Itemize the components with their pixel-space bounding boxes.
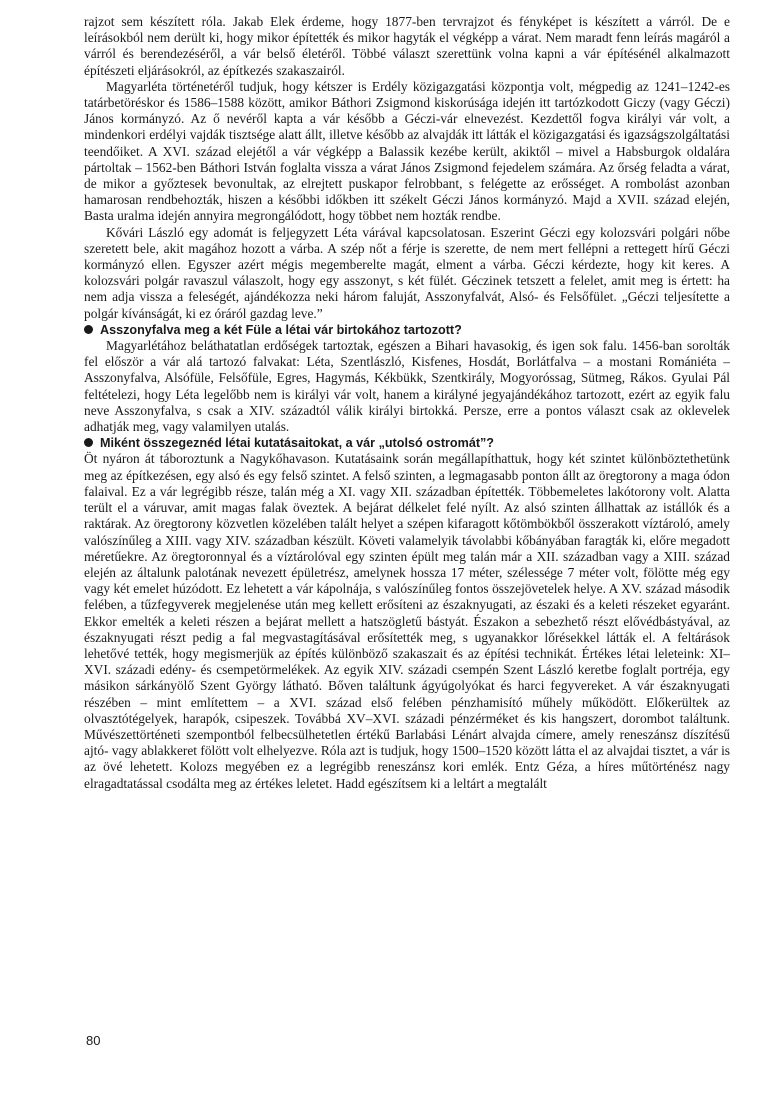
- interview-question: [84, 322, 730, 338]
- paragraph: rajzot sem készített róla. Jakab Elek érdeme, hogy 1877-ben tervrajzot és fényképet is készített a várról. De e leírásokból nem derült ki, hogy mikor építették és mikor hagyták el végképp a várat. Nem maradt fenn leírás magáról a várról és berendezéséről, a vár belső életéről. Többé választ szerettünk volna kapni a vár építésénél alkalmazott építészeti eljárásokról, az építkezés szakaszairól.: [84, 14, 730, 78]
- interview-question: [84, 435, 730, 451]
- paragraph: Öt nyáron át táboroztunk a Nagykőhavason. Kutatásaink során megállapíthattuk, hogy két szintet különböztethetünk meg az építkezésen, egy alsó és egy felső szintet. A felső szinten, a legmagasabb ponton állt az öregtorony a maga ódon falaival. Ez a vár legrégibb része, talán még a XI. vagy XII. században építették. Többemeletes lakótorony volt. Alatta terült el a váruvar, amit magas falak öveztek. A bejárat délkelet felé nyílt. Az alsó szinten állhattak az istállók és a raktárak. Az öregtorony közvetlen közelében talált helyet a szépen kifaragott kőtömbökből összerakott víztároló, amely valószínűleg a XIII. vagy XIV. században készült. Követi valamelyik távolabbi kőbányában faragták ki, előre megadott méretűekre. Az öregtoronnyal és a víztárolóval egy szinten épült meg talán már a XII. században vagy a XIII. század elején az általunk palotának nevezett épületrész, amelynek hossza 17 méter, szélessége 7 méter volt, fölötte még egy vagy két emelet húzódott. Ez lehetett a vár kápolnája, s valószínűleg fontos összejövetelek helye. A XV. század második felében, a tűzfegyverek megjelenése után meg kellett erősíteni az északnyugati, az északi és a keleti részeket egyaránt. Ekkor emelték a keleti részen a bejárat mellett a hatszögletű bástyát. Északon a sebezhető részt elővédbástyával, az északnyugati részt pedig a fal megvastagításával erősítették meg, s ugyanakkor lőrésekkel látták el. A feltárások lehetővé tették, hogy megismerjük az építés különböző szakaszait és az építési technikát. Értékes létai leleteink: XI–XVI. századi edény- és csempetörmelékek. Az egyik XIV. századi csempén Szent László keretbe foglalt portréja, egy másikon sárkányölő Szent György látható. Bőven találtunk ágyúgolyókat és harci fegyvereket. A vár északnyugati részében – mint említettem – a XVI. század első felében pénzhamisító műhely működött. Előkerültek az olvasztótégelyek, harapók, csipeszek. Továbbá XV–XVI. századi pénzérméket és kis hangszert, dorombot találtunk. Művészettörténeti szempontból felbecsülhetetlen értékű Barlabási Lénárt alvajda címere, amely reneszánsz díszítésű ajtó- vagy ablakkeret fölött volt elhelyezve. Róla azt is tudjuk, hogy 1500–1520 között látta el az alvajdai tisztet, a vár is az övé lehetett. Kolozs megyében ez a legrégibb reneszánsz kori emlék. Entz Géza, a híres műtörténész nagy elragadtatással csodálta meg az értékes leletet. Hadd egészítsem ki a leltárt a megtalált: [84, 451, 730, 791]
- text-column: [84, 14, 730, 792]
- question-text: Asszonyfalva meg a két Füle a létai vár birtokához tartozott?: [100, 322, 462, 337]
- question-text: Miként összegeznéd létai kutatásaitokat, a vár „utolsó ostromát”?: [100, 436, 495, 451]
- paragraph: Kővári László egy adomát is feljegyzett Léta várával kapcsolatosan. Eszerint Géczi egy kolozsvári polgári nőbe szeretett bele, akit magához hozott a várba. A szép nőt a férje is szerette, de nem mert fellépni a rettegett hírű Géczi kormányzó ellen. Egyszer azért mégis megemberelte magát, elment a várba. Géczi kérdezte, hogy kit keres. A kolozsvári polgár ravaszul válaszolt, hogy egy asszonyt, s két fülét. Géczinek tetszett a felelet, amit meg is értett: ha nem adja vissza a feleségét, ajándékozza neki három faluját, Asszonyfalvát, Alsó- és Felsőfület. „Géczi teljesítette a polgár kívánságát, ki ez óráról gazdag leve.”: [84, 224, 730, 321]
- page-number: 80: [86, 1033, 101, 1048]
- bullet-icon: [84, 325, 93, 334]
- bullet-icon: [84, 438, 93, 447]
- paragraph: Magyarlétához beláthatatlan erdőségek tartoztak, egészen a Bihari havasokig, és igen sok falu. 1456-ban sorolták fel először a vár alá tartozó falvakat: Léta, Szentlászló, Kisfenes, Hosdát, Borlátfalva – a mostani Romániéta – Asszonyfalva, Alsófüle, Felsőfüle, Egres, Hagymás, Kékbükk, Szentkirály, Mogyoróssag, Sütmeg, Rákos. Gyulai Pál feltételezi, hogy Léta legelőbb nem is királyi vár volt, hanem a királyné jegyajándékához tartozott, ezért az egyik falu neve Asszonyfalva, s csak a XIV. századtól válik királyi birtokká. Persze, erre a pontos választ csak az oklevelek adhatják meg, vagy valamilyen utalás.: [84, 338, 730, 435]
- paragraph: Magyarléta történetéről tudjuk, hogy kétszer is Erdély közigazgatási központja volt, mégpedig az 1241–1242-es tatárbetöréskor és 1586–1588 között, amikor Báthori Zsigmond kiskorúsága idején itt tartózkodott Giczy (vagy Géczi) János kormányzó. Az ő nevéről kapta a vár később a Géczi-vár elnevezést. Kezdettől fogva királyi vár volt, a mindenkori erdélyi vajdák tisztsége alatt állt, illetve később az alvajdák itt látták el közigazgatási és igazságszolgáltatási teendőiket. A XVI. század elejétől a vár végképp a Balassik kezébe került, akiktől – mivel a Habsburgok oldalára pártoltak – 1562-ben Báthori István foglalta vissza a várat János Zsigmond fejedelem számára. Az őrség feladta a várat, de mikor a győztesek bevonultak, az elrejtett puskapor felrobbant, s felégette az erősséget. A rombolást azonban hamarosan rendbehozták, hiszen a későbbi időkben itt székelt Géczi János kormányzó. Majd a XVII. század elején, Basta uralma idején annyira megrongálódott, hogy többet nem hozták rendbe.: [84, 78, 730, 224]
